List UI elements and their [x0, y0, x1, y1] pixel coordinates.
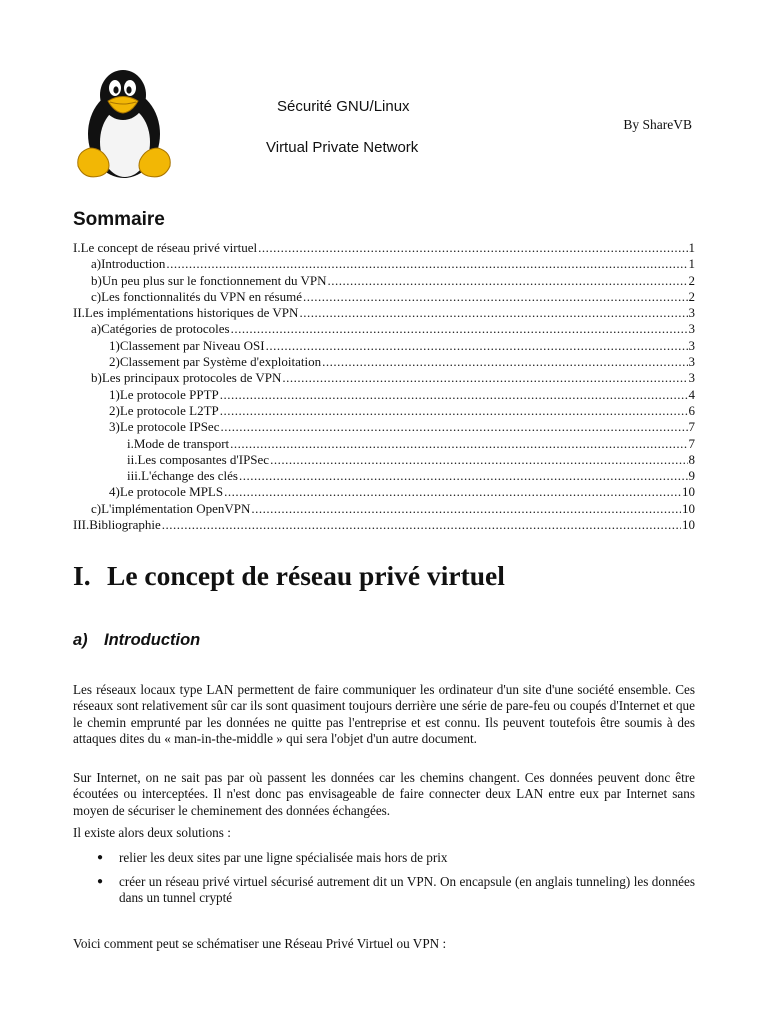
- toc-entry-page: 3: [688, 354, 695, 370]
- toc-entry-label: c)Les fonctionnalités du VPN en résumé: [91, 288, 302, 304]
- toc-entry-label: 1)Classement par Niveau OSI: [109, 337, 265, 353]
- toc-entry[interactable]: [73, 387, 695, 403]
- toc-leader-dots: [224, 484, 681, 500]
- toc-leader-dots: [322, 354, 687, 370]
- list-item: [97, 850, 695, 866]
- toc-entry-page: 8: [688, 451, 695, 467]
- toc-leader-dots: [303, 289, 688, 305]
- table-of-contents: [73, 240, 695, 533]
- toc-entry-page: 3: [688, 370, 695, 386]
- list-item-text: relier les deux sites par une ligne spécialisée mais hors de prix: [119, 850, 448, 865]
- toc-entry[interactable]: [73, 501, 695, 517]
- subsection-title: Introduction: [104, 631, 201, 649]
- toc-entry-page: 4: [688, 386, 695, 402]
- document-title: Sécurité GNU/Linux: [277, 98, 410, 115]
- toc-leader-dots: [270, 452, 687, 468]
- bullet-icon: ●: [97, 876, 104, 887]
- toc-entry[interactable]: [73, 468, 695, 484]
- toc-entry[interactable]: [73, 517, 695, 533]
- toc-heading: Sommaire: [73, 209, 165, 230]
- toc-leader-dots: [220, 387, 688, 403]
- section-heading: [73, 560, 505, 592]
- toc-leader-dots: [282, 370, 687, 386]
- toc-entry-page: 2: [688, 288, 695, 304]
- toc-entry-label: 3)Le protocole IPSec: [109, 419, 220, 435]
- toc-entry[interactable]: [73, 419, 695, 435]
- toc-leader-dots: [220, 403, 688, 419]
- toc-entry-label: I.Le concept de réseau privé virtuel: [73, 240, 258, 255]
- toc-entry[interactable]: [73, 321, 695, 337]
- section-number: I.: [73, 560, 91, 591]
- toc-entry-page: 6: [688, 402, 695, 418]
- toc-leader-dots: [162, 517, 681, 533]
- subsection-number: a): [73, 631, 88, 649]
- paragraph-solutions: Il existe alors deux solutions :: [73, 825, 231, 840]
- tux-penguin-icon: [72, 68, 176, 182]
- subsection-heading: [73, 631, 200, 650]
- toc-entry-page: 1: [688, 240, 695, 255]
- toc-entry[interactable]: [73, 305, 695, 321]
- toc-entry-label: III.Bibliographie: [73, 517, 161, 533]
- paragraph-lan: Les réseaux locaux type LAN permettent de faire communiquer les ordinateur d'un site d'une société ensemble. Ces réseaux sont relativement sûr car ils sont quasiment toujours derrière une série de pare-feu ou coupés d'Internet et que le chemin emprunté par les données ne quitte pas l'entreprise et est connu. Ils peuvent toutefois être soumis à des attaques dites du « man-in-the-middle » qui sera l'objet d'un autre document.: [73, 682, 695, 747]
- toc-entry-page: 10: [682, 500, 695, 516]
- toc-entry-label: a)Catégories de protocoles: [91, 321, 230, 337]
- toc-leader-dots: [230, 436, 687, 452]
- toc-entry-page: 9: [688, 468, 695, 484]
- toc-entry-label: c)L'implémentation OpenVPN: [91, 500, 251, 516]
- author-credit: By ShareVB: [623, 117, 692, 132]
- toc-entry-label: 1)Le protocole PPTP: [109, 386, 219, 402]
- toc-entry[interactable]: [73, 484, 695, 500]
- toc-entry-page: 10: [682, 484, 695, 500]
- toc-entry-label: ii.Les composantes d'IPSec: [127, 451, 270, 467]
- toc-leader-dots: [299, 305, 687, 321]
- bullet-icon: ●: [97, 852, 104, 863]
- toc-entry-page: 3: [688, 321, 695, 337]
- list-item-text: créer un réseau privé virtuel sécurisé autrement dit un VPN. On encapsule (en anglais tunneling) les données dans un tunnel crypté: [119, 874, 695, 906]
- toc-entry[interactable]: [73, 452, 695, 468]
- toc-entry-page: 3: [688, 305, 695, 321]
- toc-entry-label: 2)Le protocole L2TP: [109, 402, 219, 418]
- toc-entry-label: i.Mode de transport: [127, 435, 230, 451]
- toc-entry-page: 7: [688, 419, 695, 435]
- document-subtitle: Virtual Private Network: [266, 139, 419, 156]
- toc-leader-dots: [166, 256, 687, 272]
- toc-entry[interactable]: [73, 338, 695, 354]
- toc-leader-dots: [258, 240, 687, 256]
- toc-leader-dots: [220, 419, 687, 435]
- toc-entry-page: 3: [688, 337, 695, 353]
- toc-entry-page: 10: [682, 517, 695, 533]
- toc-entry[interactable]: [73, 240, 695, 256]
- toc-entry[interactable]: [73, 436, 695, 452]
- paragraph-diagram-intro: Voici comment peut se schématiser une Réseau Privé Virtuel ou VPN :: [73, 936, 447, 951]
- toc-entry-label: b)Les principaux protocoles de VPN: [91, 370, 282, 386]
- toc-leader-dots: [266, 338, 688, 354]
- toc-entry[interactable]: [73, 403, 695, 419]
- toc-entry[interactable]: [73, 273, 695, 289]
- toc-entry-label: 4)Le protocole MPLS: [109, 484, 224, 500]
- toc-entry[interactable]: [73, 289, 695, 305]
- toc-entry-page: 7: [688, 435, 695, 451]
- section-title: Le concept de réseau privé virtuel: [107, 560, 505, 591]
- toc-entry-label: 2)Classement par Système d'exploitation: [109, 354, 322, 370]
- toc-leader-dots: [239, 468, 688, 484]
- toc-entry-label: II.Les implémentations historiques de VPN: [73, 305, 299, 321]
- toc-leader-dots: [251, 501, 681, 517]
- toc-entry[interactable]: [73, 256, 695, 272]
- toc-entry-label: b)Un peu plus sur le fonctionnement du VPN: [91, 272, 327, 288]
- toc-leader-dots: [328, 273, 688, 289]
- list-item: [97, 874, 695, 907]
- paragraph-internet: Sur Internet, on ne sait pas par où passent les données car les chemins changent. Ces données peuvent donc être écoutées ou interceptées. Il n'est donc pas envisageable de faire connecter deux LAN entre eux par Internet sans moyen de sécuriser le cheminement des données échangées.: [73, 770, 695, 818]
- toc-entry-label: a)Introduction: [91, 256, 166, 272]
- toc-entry[interactable]: [73, 354, 695, 370]
- toc-entry-page: 1: [688, 256, 695, 272]
- toc-entry[interactable]: [73, 370, 695, 386]
- toc-entry-page: 2: [688, 272, 695, 288]
- toc-leader-dots: [231, 321, 688, 337]
- toc-entry-label: iii.L'échange des clés: [127, 468, 238, 484]
